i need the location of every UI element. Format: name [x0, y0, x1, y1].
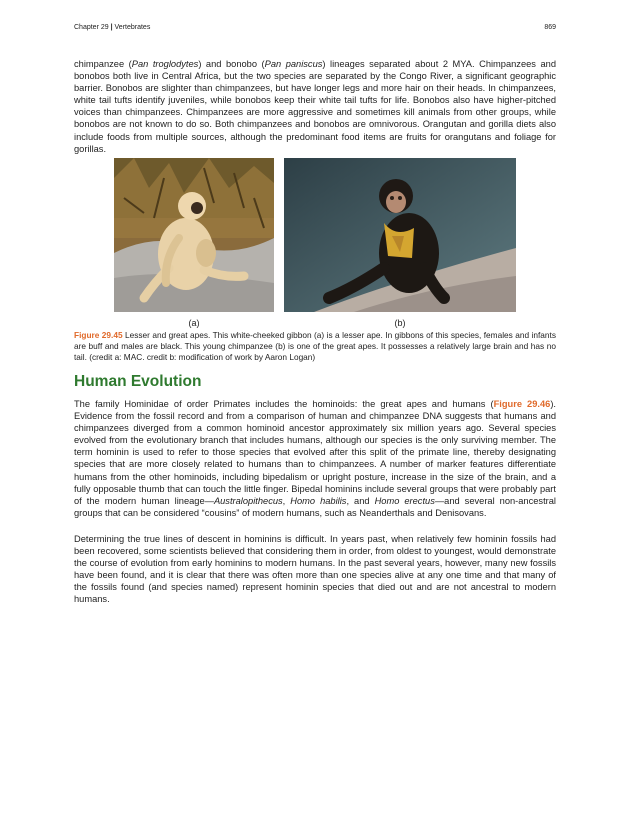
- paragraph-2-block: [74, 533, 556, 606]
- panel-a-label: (a): [188, 318, 200, 328]
- section-heading: Human Evolution: [74, 373, 202, 390]
- running-header: [74, 24, 556, 36]
- header-section: Vertebrates: [114, 24, 151, 31]
- intro-paragraph-block: [74, 58, 556, 155]
- species-name: Australopithecus: [213, 495, 283, 506]
- species-name: Pan paniscus: [264, 59, 323, 69]
- chimpanzee-image: [284, 158, 516, 312]
- paragraph-1-block: [74, 398, 556, 519]
- header-chapter: Chapter 29: [74, 24, 109, 31]
- header-separator: |: [110, 24, 113, 31]
- text-run: , and: [346, 495, 375, 506]
- text-run: chimpanzee (: [74, 59, 132, 69]
- text-run: ) lineages separated about 2 MYA. Chimpanzees and bonobos both live in Central Africa, but the two species are separated by the Congo River, a significant geographic barrier. Bonobos are slighter than chimpanzees, but have longer legs and more hair on their heads. In chimpanzees, white tail tufts identify juveniles, while bonobos keep their white tail tufts for life. Bonobos also have higher-pitched voices than chimpanzees. Chimpanzees are more aggressive and sometimes kill animals from other groups, while bonobos are not known to do so. Both chimpanzees and bonobos are omnivorous. Orangutan and gorilla diets also include foods from multiple sources, although the predominant food items are fruits for orangutans and foliage for gorillas.: [74, 59, 556, 154]
- text-run: ). Evidence from the fossil record and from a comparison of human and chimpanzee DNA suggests that humans and chimpanzees diverged from a common hominoid ancestor approximately six million years ago. Several species evolved from the evolutionary branch that includes humans, although our species is the only surviving member. The term hominin is used to refer to those species that evolved after this split of the primate line, thereby designating species that are more closely related to humans than to chimpanzees. A number of marker features differentiate humans from the other hominoids, including bipedalism or upright posture, increase in the size of the brain, and a fully opposable thumb that can touch the little finger. Bipedal hominins include several groups that were probably part of the modern human lineage—: [74, 399, 556, 506]
- species-name: Homo habilis: [290, 495, 347, 506]
- page-number: 869: [544, 24, 556, 31]
- intro-paragraph: [74, 58, 556, 155]
- species-name: Homo erectus: [374, 495, 435, 506]
- figure-label: Figure 29.45: [74, 330, 123, 340]
- paragraph-1: [74, 398, 556, 519]
- figure-caption-block: [74, 330, 556, 364]
- gibbon-image: [114, 158, 274, 312]
- text-run: ) and bonobo (: [198, 59, 265, 69]
- figure-caption: [74, 330, 556, 364]
- figure-reference-link[interactable]: Figure 29.46: [493, 399, 551, 409]
- chimpanzee-photo: [284, 158, 516, 312]
- figure-caption-text: Lesser and great apes. This white-cheeked gibbon (a) is a lesser ape. In gibbons of this species, females and infants are buff and males are black. This young chimpanzee (b) is one of the great apes. It possesses a relatively large brain and has no tail. (credit a: MAC. credit b: modification of work by Aaron Logan): [74, 330, 556, 363]
- species-name: Pan troglodytes: [131, 59, 199, 69]
- header-chapter-group: [74, 24, 150, 31]
- panel-b-label: (b): [394, 318, 406, 328]
- text-run: —and several non-ancestral groups that can be considered “cousins” of modern humans, such as Neanderthals and Denisovans.: [74, 495, 556, 518]
- text-run: ,: [282, 495, 291, 506]
- text-run: The family Hominidae of order Primates includes the hominoids: the great apes and humans (: [74, 399, 494, 409]
- paragraph-2: Determining the true lines of descent in hominins is difficult. In years past, when relatively few hominin fossils had been recovered, some scientists believed that considering them in order, from oldest to youngest, would demonstrate the course of evolution from early hominins to modern humans. In the past several years, however, many new fossils have been found, and it is clear that there was often more than one species alive at any one time and that many of the fossils found (and species named) represent hominin species that died out and are not ancestral to modern humans.: [74, 534, 556, 605]
- gibbon-photo: [114, 158, 274, 312]
